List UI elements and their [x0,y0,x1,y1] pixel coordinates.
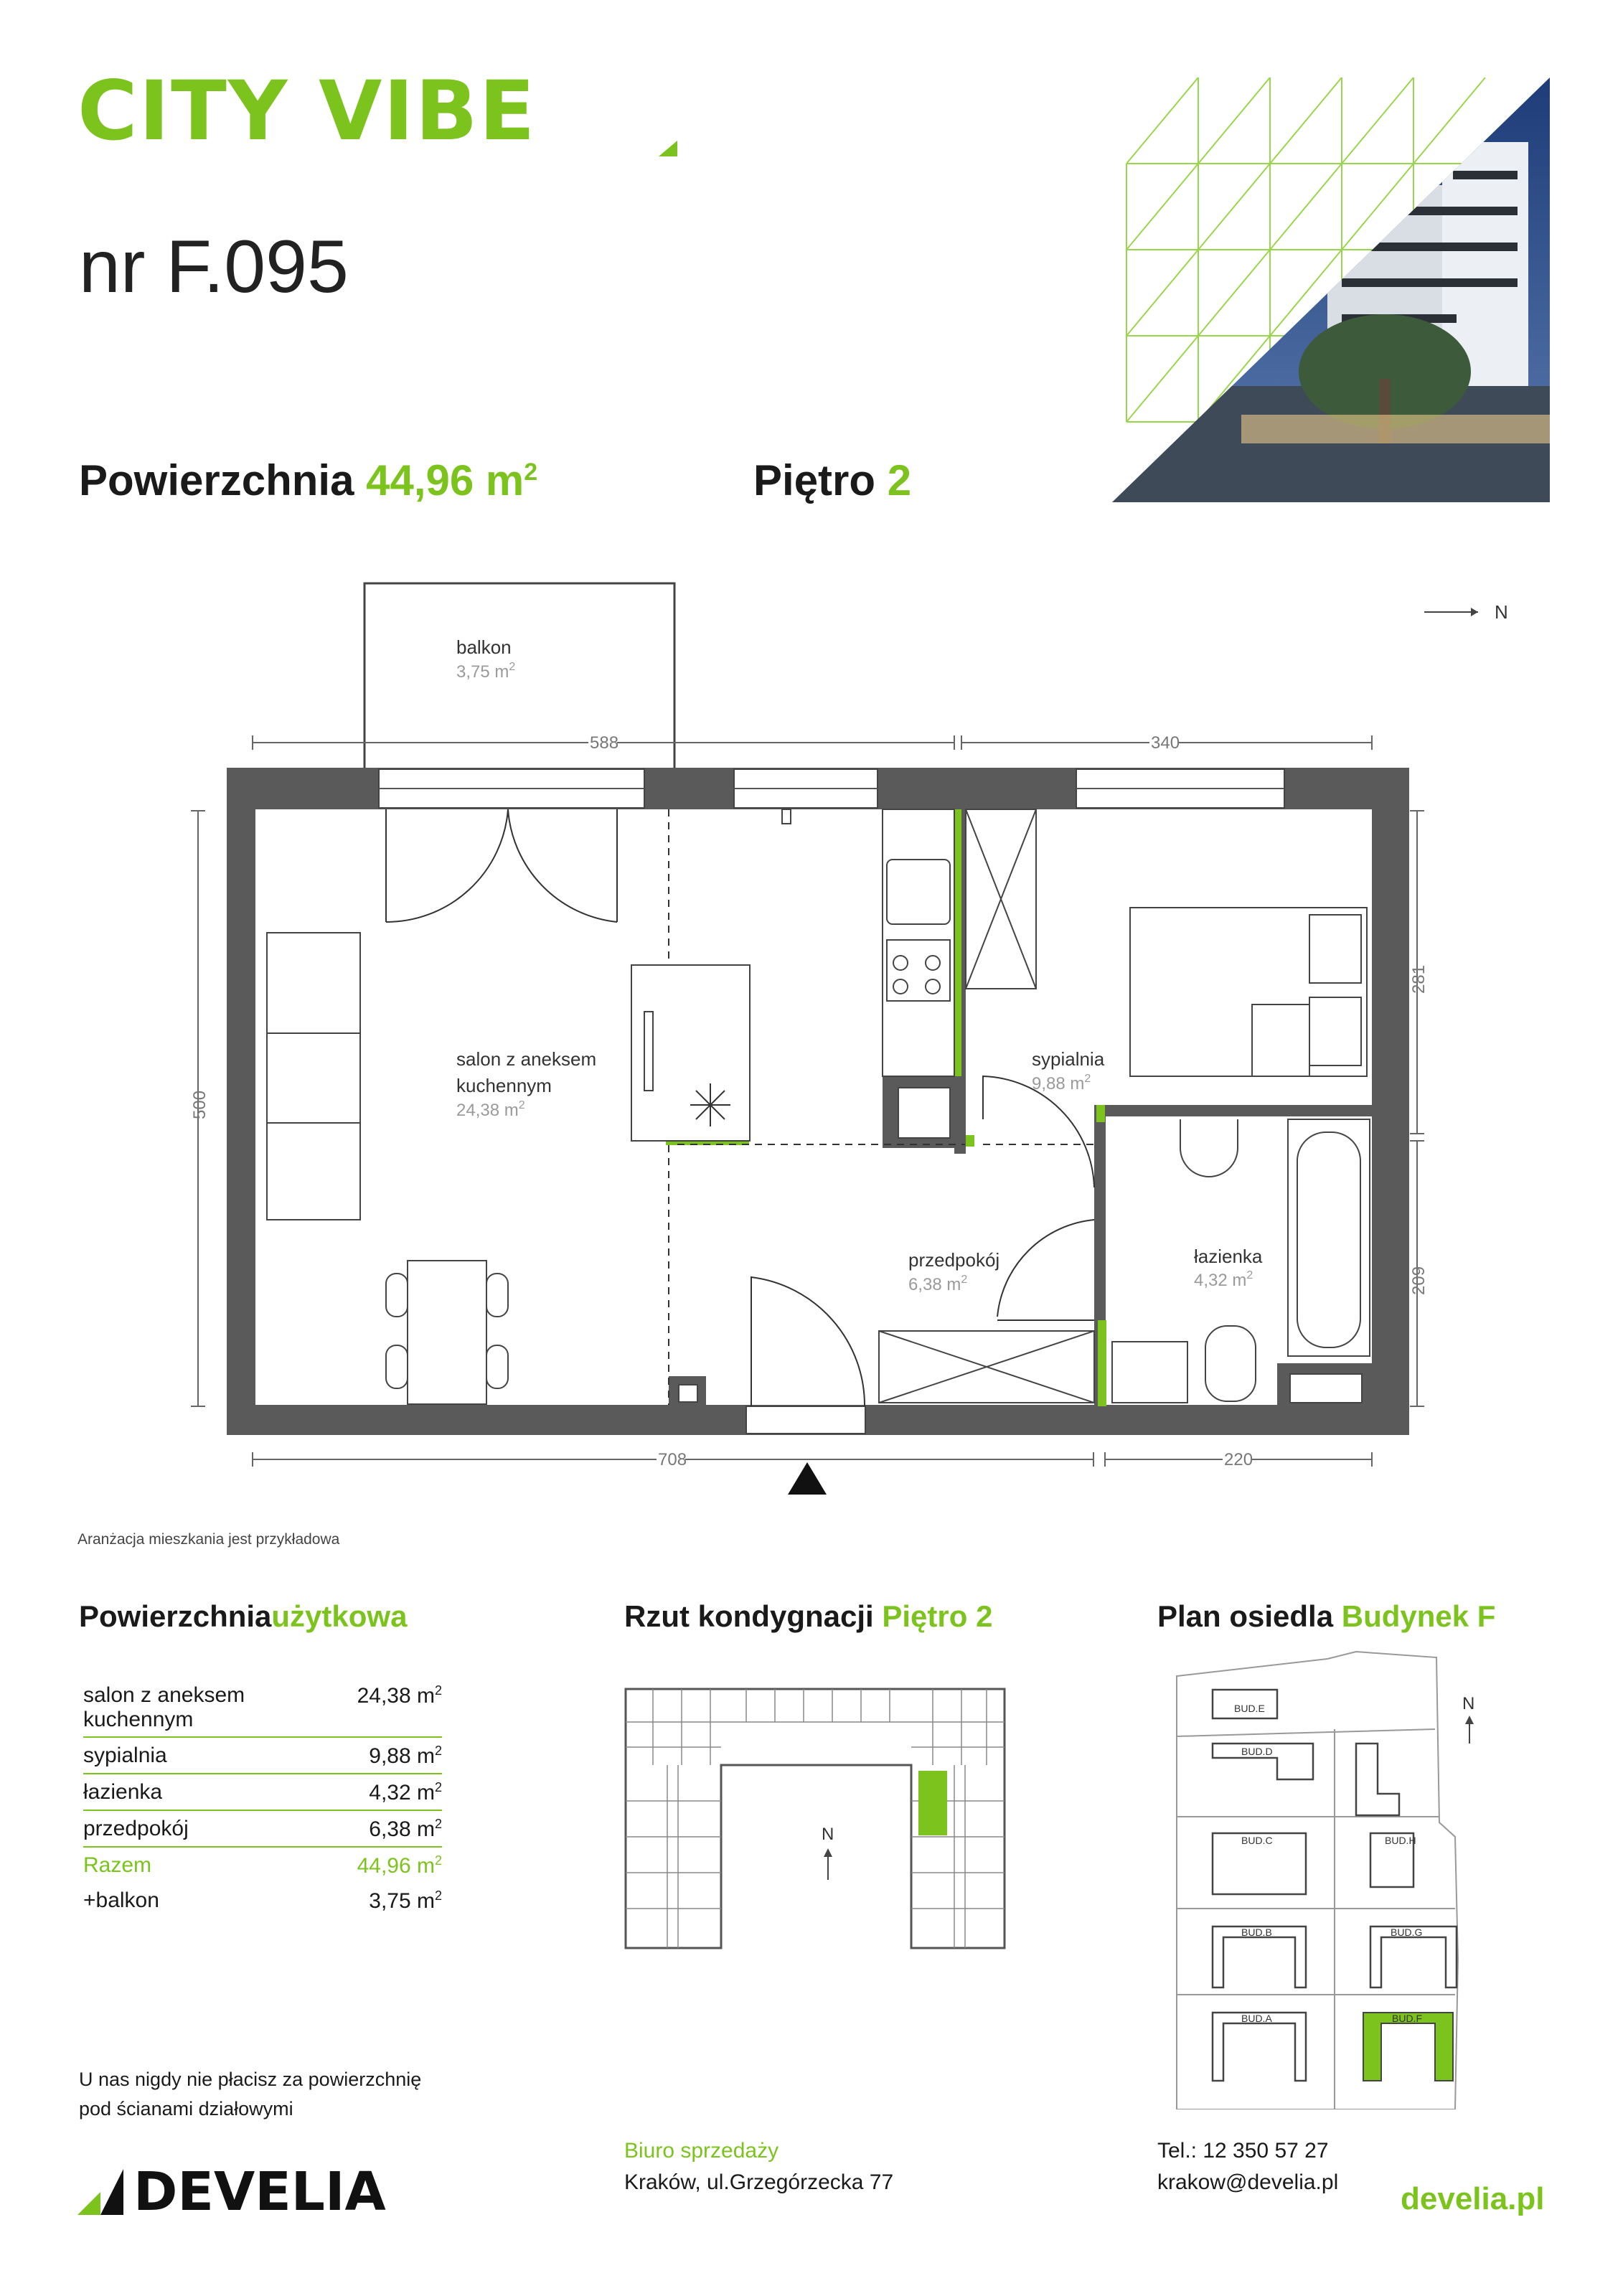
slogan [79,2065,421,2123]
row-value: 24,38 $m^2$ [313,1678,442,1737]
dim-right-top: 281 [1409,964,1429,994]
hall-label: przedpokój [908,1249,1000,1271]
dim-bottom-right: 220 [1224,1450,1253,1469]
site-plan-north-icon [1465,1716,1474,1744]
site-plan-diagram [1170,1650,1507,2109]
building-label: BUD.G [1391,1926,1423,1938]
row-value: 9,88 $m^2$ [313,1737,442,1774]
balcony-row [83,1883,442,1918]
living-area: 24,38 $m^2$ [456,1099,525,1120]
balcony-row-value: 3,75 $m^2$ [369,1888,442,1913]
table-row [83,1774,442,1810]
contact-info [1157,2135,1338,2198]
floor-plate-diagram [624,1679,1012,1952]
table-row [83,1737,442,1774]
usable-area-table [83,1678,442,1918]
bedroom-label: sypialnia [1032,1048,1105,1070]
dim-left: 500 [190,1090,210,1119]
floor-value: 2 [887,456,912,504]
floor-plate-north-label: N [822,1825,834,1844]
email[interactable]: krakow@develia.pl [1157,2170,1339,2194]
row-name: sypialnia [83,1737,313,1774]
apartment-number: nr F.095 [79,225,349,309]
layout-note: Aranżacja mieszkania jest przykładowa [77,1531,340,1548]
apartment-floor-plan [0,560,1623,1514]
row-name: salon z aneksem kuchennym [83,1678,313,1737]
plan-north-arrow-icon [1424,601,1508,623]
office-label: Biuro sprzedaży [624,2139,779,2163]
phone[interactable]: Tel.: 12 350 57 27 [1157,2139,1329,2163]
dim-top-right: 340 [1151,733,1180,753]
dim-right-bottom: 209 [1409,1266,1429,1295]
living-label-2: kuchennym [456,1075,552,1096]
total-row [83,1847,442,1883]
site-plan-title [1157,1601,1495,1632]
row-value: 6,38 $m^2$ [313,1810,442,1847]
project-logo: CITY VIBE [77,63,537,159]
row-name: łazienka [83,1774,313,1810]
building-label: BUD.A [1241,2013,1272,2024]
total-value: 44,96 $m^2$ [357,1853,442,1878]
balcony-outline [364,583,674,772]
website-link[interactable]: develia.pl [1401,2181,1545,2216]
usable-area-title [79,1601,407,1632]
building-label: BUD.H [1385,1835,1416,1846]
building-label: BUD.B [1241,1926,1272,1938]
plan-north-label: N [1495,601,1508,623]
slogan-line-2: pod ścianami działowymi [79,2097,293,2119]
total-label: Razem [83,1853,152,1877]
floor-plate-title [624,1601,992,1632]
building-render-image [1112,77,1550,502]
dim-bottom-left: 708 [658,1450,687,1469]
building-label: BUD.C [1241,1835,1273,1846]
area-value: 44,96 m [366,456,524,504]
balcony-area: 3,75 $m^2$ [456,661,516,682]
usable-title-b: użytkowa [271,1599,408,1633]
floor-heading [753,456,912,504]
highlighted-apartment [918,1771,947,1835]
bedroom-area: 9,88 $m^2$ [1032,1073,1091,1093]
area-label: Powierzchnia [79,456,354,504]
area-unit-sup: 2 [524,458,538,486]
develia-logo-icon [77,2169,125,2215]
office-address: Kraków, ul.Grzegórzecka 77 [624,2170,894,2194]
site-plan-title-a: Plan osiedla [1157,1599,1334,1633]
area-heading [79,456,538,504]
balcony-label: balkon [456,636,512,658]
floor-plate-title-a: Rzut kondygnacji [624,1599,874,1633]
row-value: 4,32 $m^2$ [313,1774,442,1810]
building-label: BUD.E [1234,1703,1265,1714]
site-plan-north-label: N [1462,1694,1475,1713]
site-plan-title-b: Budynek F [1341,1599,1496,1633]
living-label: salon z aneksem [456,1048,597,1070]
floor-label: Piętro [753,456,876,504]
table-row [83,1678,442,1737]
develia-logo [77,2161,386,2223]
dim-top-left: 588 [590,733,619,753]
hall-area: 6,38 $m^2$ [908,1274,968,1294]
row-name: przedpokój [83,1810,313,1847]
entrance-arrow-icon [788,1462,827,1495]
sales-office [624,2135,893,2198]
balcony-row-label: +balkon [83,1888,159,1912]
bathroom-label: łazienka [1194,1246,1263,1267]
floor-plate-north-icon [824,1848,832,1880]
develia-brand: DEVELIA [133,2161,386,2223]
table-row [83,1810,442,1847]
usable-title-a: Powierzchnia [79,1599,272,1633]
building-label: BUD.D [1241,1746,1273,1757]
slogan-line-1: U nas nigdy nie płacisz za powierzchnię [79,2069,422,2090]
floor-plate-title-b: Piętro 2 [882,1599,993,1633]
building-label: BUD.F [1392,2013,1422,2024]
bathroom-area: 4,32 $m^2$ [1194,1269,1253,1290]
logo-mark-icon [659,141,677,156]
